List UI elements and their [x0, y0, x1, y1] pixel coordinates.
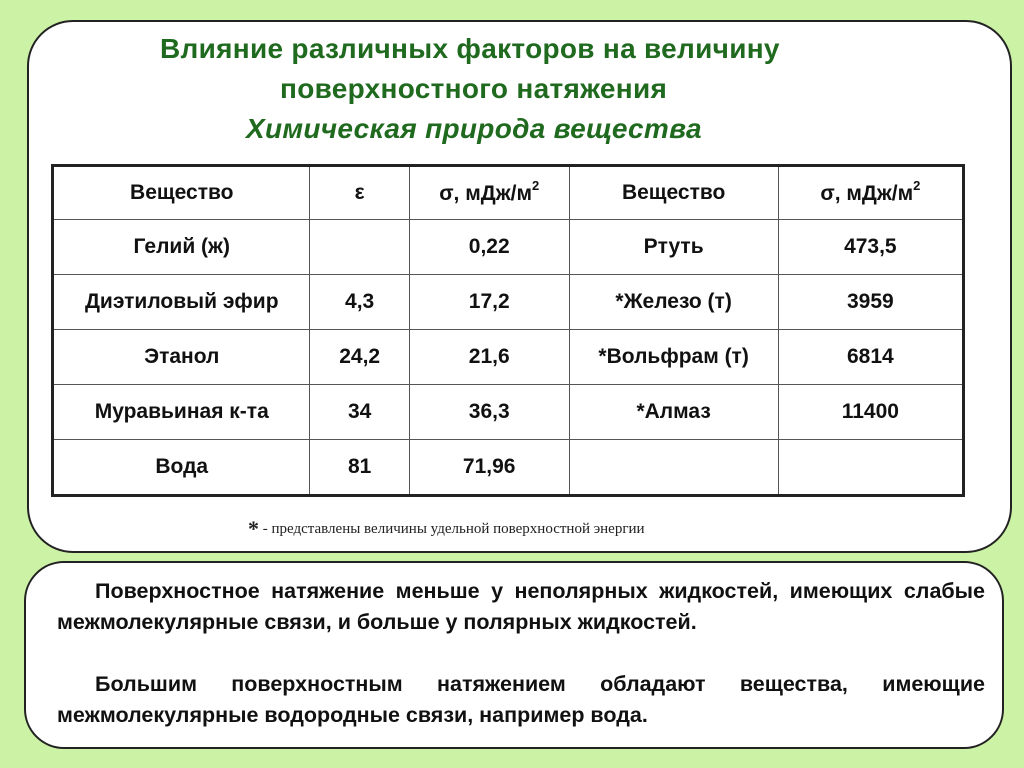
footnote-text: - представлены величины удельной поверхностной энергии [262, 521, 645, 537]
header-sigma-exponent: 2 [531, 178, 540, 193]
header-sigma-2 [778, 166, 963, 220]
table-row [53, 220, 964, 275]
table-row [53, 330, 964, 385]
header-substance: Вещество [53, 166, 310, 220]
cell-sigma: 0,22 [409, 220, 569, 275]
cell-substance: Вода [53, 440, 310, 496]
footnote [248, 516, 645, 542]
cell-epsilon: 34 [310, 385, 409, 440]
cell-substance: Гелий (ж) [53, 220, 310, 275]
cell-sigma-2: 11400 [778, 385, 963, 440]
cell-epsilon: 81 [310, 440, 409, 496]
cell-sigma-2 [778, 440, 963, 496]
cell-substance-2 [569, 440, 778, 496]
cell-sigma: 17,2 [409, 275, 569, 330]
title-line-2: поверхностного натяжения [280, 73, 668, 104]
header-sigma-2-label: σ, мДж/м [820, 182, 914, 205]
table-row [53, 275, 964, 330]
table-row [53, 385, 964, 440]
cell-substance-2: *Железо (т) [569, 275, 778, 330]
cell-epsilon [310, 220, 409, 275]
surface-tension-table [51, 164, 965, 497]
cell-substance-2: *Алмаз [569, 385, 778, 440]
cell-sigma-2: 473,5 [778, 220, 963, 275]
title-line-1: Влияние различных факторов на величину [160, 33, 780, 64]
table-row [53, 440, 964, 496]
header-sigma-label: σ, мДж/м [439, 182, 532, 205]
cell-substance-2: Ртуть [569, 220, 778, 275]
cell-substance: Муравьиная к-та [53, 385, 310, 440]
header-sigma-2-exponent: 2 [913, 178, 921, 193]
footnote-asterisk: * [248, 516, 259, 541]
cell-sigma: 21,6 [409, 330, 569, 385]
cell-epsilon: 4,3 [310, 275, 409, 330]
table-header-row [53, 166, 964, 220]
cell-sigma: 36,3 [409, 385, 569, 440]
conclusion-paragraph-2: Большим поверхностным натяжением обладают вещества, имеющие межмолекулярные водородные связи, например вода. [57, 672, 985, 727]
cell-sigma-2: 6814 [778, 330, 963, 385]
cell-epsilon: 24,2 [310, 330, 409, 385]
conclusion-paragraph-1: Поверхностное натяжение меньше у неполярных жидкостей, имеющих слабые межмолекулярные связи, и больше у полярных жидкостей. [57, 579, 985, 634]
header-epsilon: ε [310, 166, 409, 220]
cell-substance-2: *Вольфрам (т) [569, 330, 778, 385]
cell-sigma-2: 3959 [778, 275, 963, 330]
subtitle: Химическая природа вещества [246, 113, 702, 144]
header-sigma [409, 166, 569, 220]
cell-substance: Диэтиловый эфир [53, 275, 310, 330]
cell-substance: Этанол [53, 330, 310, 385]
cell-sigma: 71,96 [409, 440, 569, 496]
header-substance-2: Вещество [569, 166, 778, 220]
